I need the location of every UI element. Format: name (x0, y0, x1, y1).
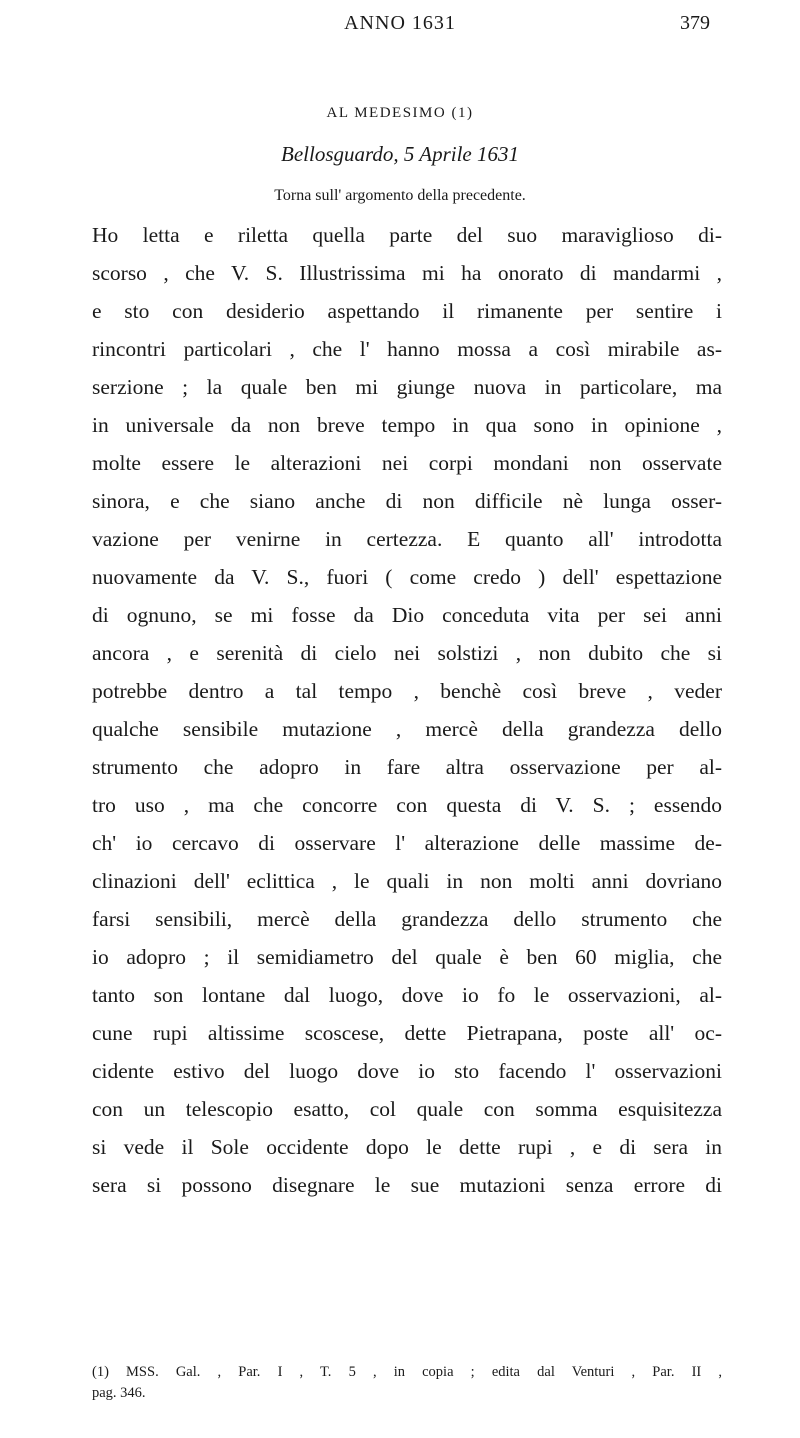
letter-dateline: Bellosguardo, 5 Aprile 1631 (281, 142, 519, 166)
running-title: ANNO 1631 (344, 12, 456, 34)
footnote (92, 1362, 722, 1404)
body-line: strumento che adopro in fare altra osservazione per al- (92, 755, 722, 779)
body-line: cune rupi altissime scoscese, dette Pietrapana, poste all' oc- (92, 1021, 722, 1045)
body-line: tro uso , ma che concorre con questa di V. S. ; essendo (92, 793, 722, 817)
body-line: molte essere le alterazioni nei corpi mondani non osservate (92, 451, 722, 475)
body-line: sinora, e che siano anche di non difficile nè lunga osser- (92, 489, 722, 513)
body-line: ancora , e serenità di cielo nei solstizi , non dubito che si (92, 641, 722, 665)
body-line: con un telescopio esatto, col quale con somma esquisitezza (92, 1097, 722, 1121)
letter-salutation: AL MEDESIMO (1) (326, 105, 474, 121)
body-line: e sto con desiderio aspettando il rimanente per sentire i (92, 299, 722, 323)
letter-body (92, 216, 722, 1204)
body-line: farsi sensibili, mercè della grandezza dello strumento che (92, 907, 722, 931)
page-number: 379 (680, 12, 710, 34)
body-line: si vede il Sole occidente dopo le dette rupi , e di sera in (92, 1135, 722, 1159)
body-line: nuovamente da V. S., fuori ( come credo ) dell' espettazione (92, 565, 722, 589)
footnote-line: pag. 346. (92, 1385, 146, 1401)
body-line: rincontri particolari , che l' hanno mossa a così mirabile as- (92, 337, 722, 361)
body-line: serzione ; la quale ben mi giunge nuova in particolare, ma (92, 375, 722, 399)
body-line: di ognuno, se mi fosse da Dio conceduta vita per sei anni (92, 603, 722, 627)
letter-summary: Torna sull' argomento della precedente. (274, 187, 526, 204)
body-line: io adopro ; il semidiametro del quale è ben 60 miglia, che (92, 945, 722, 969)
footnote-line: (1) MSS. Gal. , Par. I , T. 5 , in copia ; edita dal Venturi , Par. II , (92, 1364, 722, 1380)
body-line: in universale da non breve tempo in qua sono in opinione , (92, 413, 722, 437)
body-line: tanto son lontane dal luogo, dove io fo le osservazioni, al- (92, 983, 722, 1007)
page-header (0, 0, 800, 80)
body-line: cidente estivo del luogo dove io sto facendo l' osservazioni (92, 1059, 722, 1083)
body-line: vazione per venirne in certezza. E quanto all' introdotta (92, 527, 722, 551)
body-line: sera si possono disegnare le sue mutazioni senza errore di (92, 1173, 722, 1197)
body-line: Ho letta e riletta quella parte del suo maraviglioso di- (92, 223, 722, 247)
body-line: potrebbe dentro a tal tempo , benchè così breve , veder (92, 679, 722, 703)
body-line: scorso , che V. S. Illustrissima mi ha onorato di mandarmi , (92, 261, 722, 285)
body-line: ch' io cercavo di osservare l' alterazione delle massime de- (92, 831, 722, 855)
body-line: clinazioni dell' eclittica , le quali in non molti anni dovriano (92, 869, 722, 893)
body-line: qualche sensibile mutazione , mercè della grandezza dello (92, 717, 722, 741)
